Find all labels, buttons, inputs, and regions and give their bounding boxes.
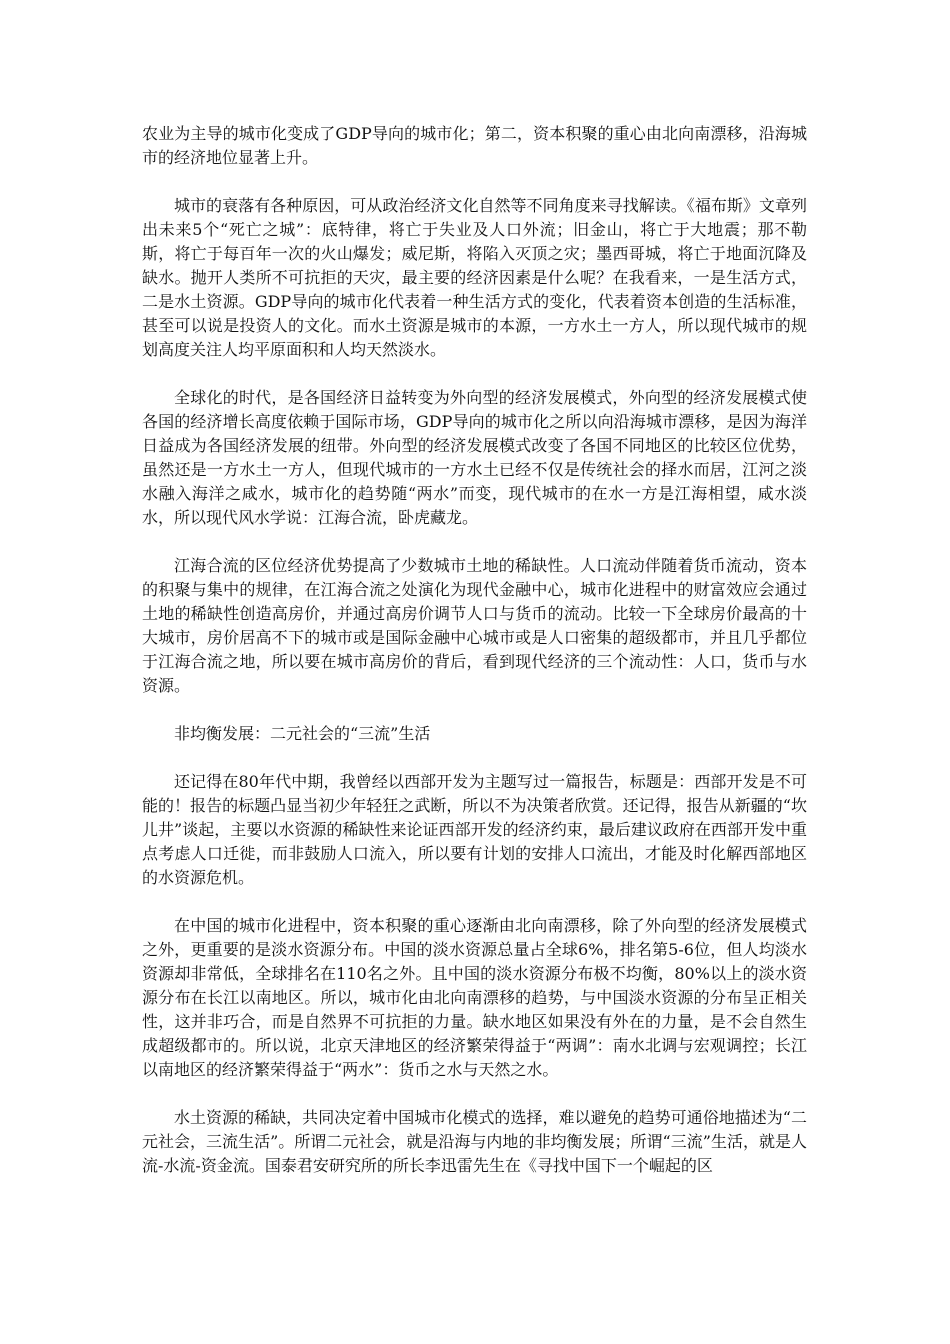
paragraph-3: 全球化的时代，是各国经济日益转变为外向型的经济发展模式，外向型的经济发展模式使各国的经济增长高度依赖于国际市场，GDP导向的城市化之所以向沿海城市漂移，是因为海洋日益成为各国经济发展的纽带。外向型的经济发展模式改变了各国不同地区的比较区位优势，虽然还是一方水土一方人，但现代城市的一方水土已经不仅是传统社会的择水而居，江河之淡水融入海洋之咸水，城市化的趋势随“两水”而变，现代城市的在水一方是江海相望，咸水淡水，所以现代风水学说：江海合流，卧虎藏龙。	[142, 388, 807, 527]
paragraph-6: 在中国的城市化进程中，资本积聚的重心逐渐由北向南漂移，除了外向型的经济发展模式之外，更重要的是淡水资源分布。中国的淡水资源总量占全球6%，排名第5-6位，但人均淡水资源却非常低，全球排名在110名之外。且中国的淡水资源分布极不均衡，80%以上的淡水资源分布在长江以南地区。所以，城市化由北向南漂移的趋势，与中国淡水资源的分布呈正相关性，这并非巧合，而是自然界不可抗拒的力量。缺水地区如果没有外在的力量，是不会自然生成超级都市的。所以说，北京天津地区的经济繁荣得益于“两调”：南水北调与宏观调控；长江以南地区的经济繁荣得益于“两水”：货币之水与天然之水。	[142, 916, 807, 1079]
paragraph-7: 水土资源的稀缺，共同决定着中国城市化模式的选择，难以避免的趋势可通俗地描述为“二元社会，三流生活”。所谓二元社会，就是沿海与内地的非均衡发展；所谓“三流”生活，就是人流-水流-资金流。国泰君安研究所的所长李迅雷先生在《寻找中国下一个崛起的区	[142, 1108, 807, 1175]
document-body	[142, 122, 807, 1202]
paragraph-1: 农业为主导的城市化变成了GDP导向的城市化；第二，资本积聚的重心由北向南漂移，沿海城市的经济地位显著上升。	[142, 124, 807, 167]
paragraph-5: 还记得在80年代中期，我曾经以西部开发为主题写过一篇报告，标题是：西部开发是不可能的！报告的标题凸显当初少年轻狂之武断，所以不为决策者欣赏。还记得，报告从新疆的“坎儿井”谈起，主要以水资源的稀缺性来论证西部开发的经济约束，最后建议政府在西部开发中重点考虑人口迁徙，而非鼓励人口流入，所以要有计划的安排人口流出，才能及时化解西部地区的水资源危机。	[142, 772, 807, 887]
paragraph-4: 江海合流的区位经济优势提高了少数城市土地的稀缺性。人口流动伴随着货币流动，资本的积聚与集中的规律，在江海合流之处演化为现代金融中心，城市化进程中的财富效应会通过土地的稀缺性创造高房价，并通过高房价调节人口与货币的流动。比较一下全球房价最高的十大城市，房价居高不下的城市或是国际金融中心城市或是人口密集的超级都市，并且几乎都位于江海合流之地，所以要在城市高房价的背后，看到现代经济的三个流动性：人口，货币与水资源。	[142, 556, 807, 695]
section-heading: 非均衡发展：二元社会的“三流”生活	[174, 724, 431, 743]
paragraph-2: 城市的衰落有各种原因，可从政治经济文化自然等不同角度来寻找解读。《福布斯》文章列出未来5个“死亡之城”：底特律，将亡于失业及人口外流；旧金山，将亡于大地震；那不勒斯，将亡于每百年一次的火山爆发；威尼斯，将陷入灭顶之灾；墨西哥城，将亡于地面沉降及缺水。抛开人类所不可抗拒的天灾，最主要的经济因素是什么呢？在我看来，一是生活方式，二是水土资源。GDP导向的城市化代表着一种生活方式的变化，代表着资本创造的生活标准，甚至可以说是投资人的文化。而水土资源是城市的本源，一方水土一方人，所以现代城市的规划高度关注人均平原面积和人均天然淡水。	[142, 196, 807, 359]
